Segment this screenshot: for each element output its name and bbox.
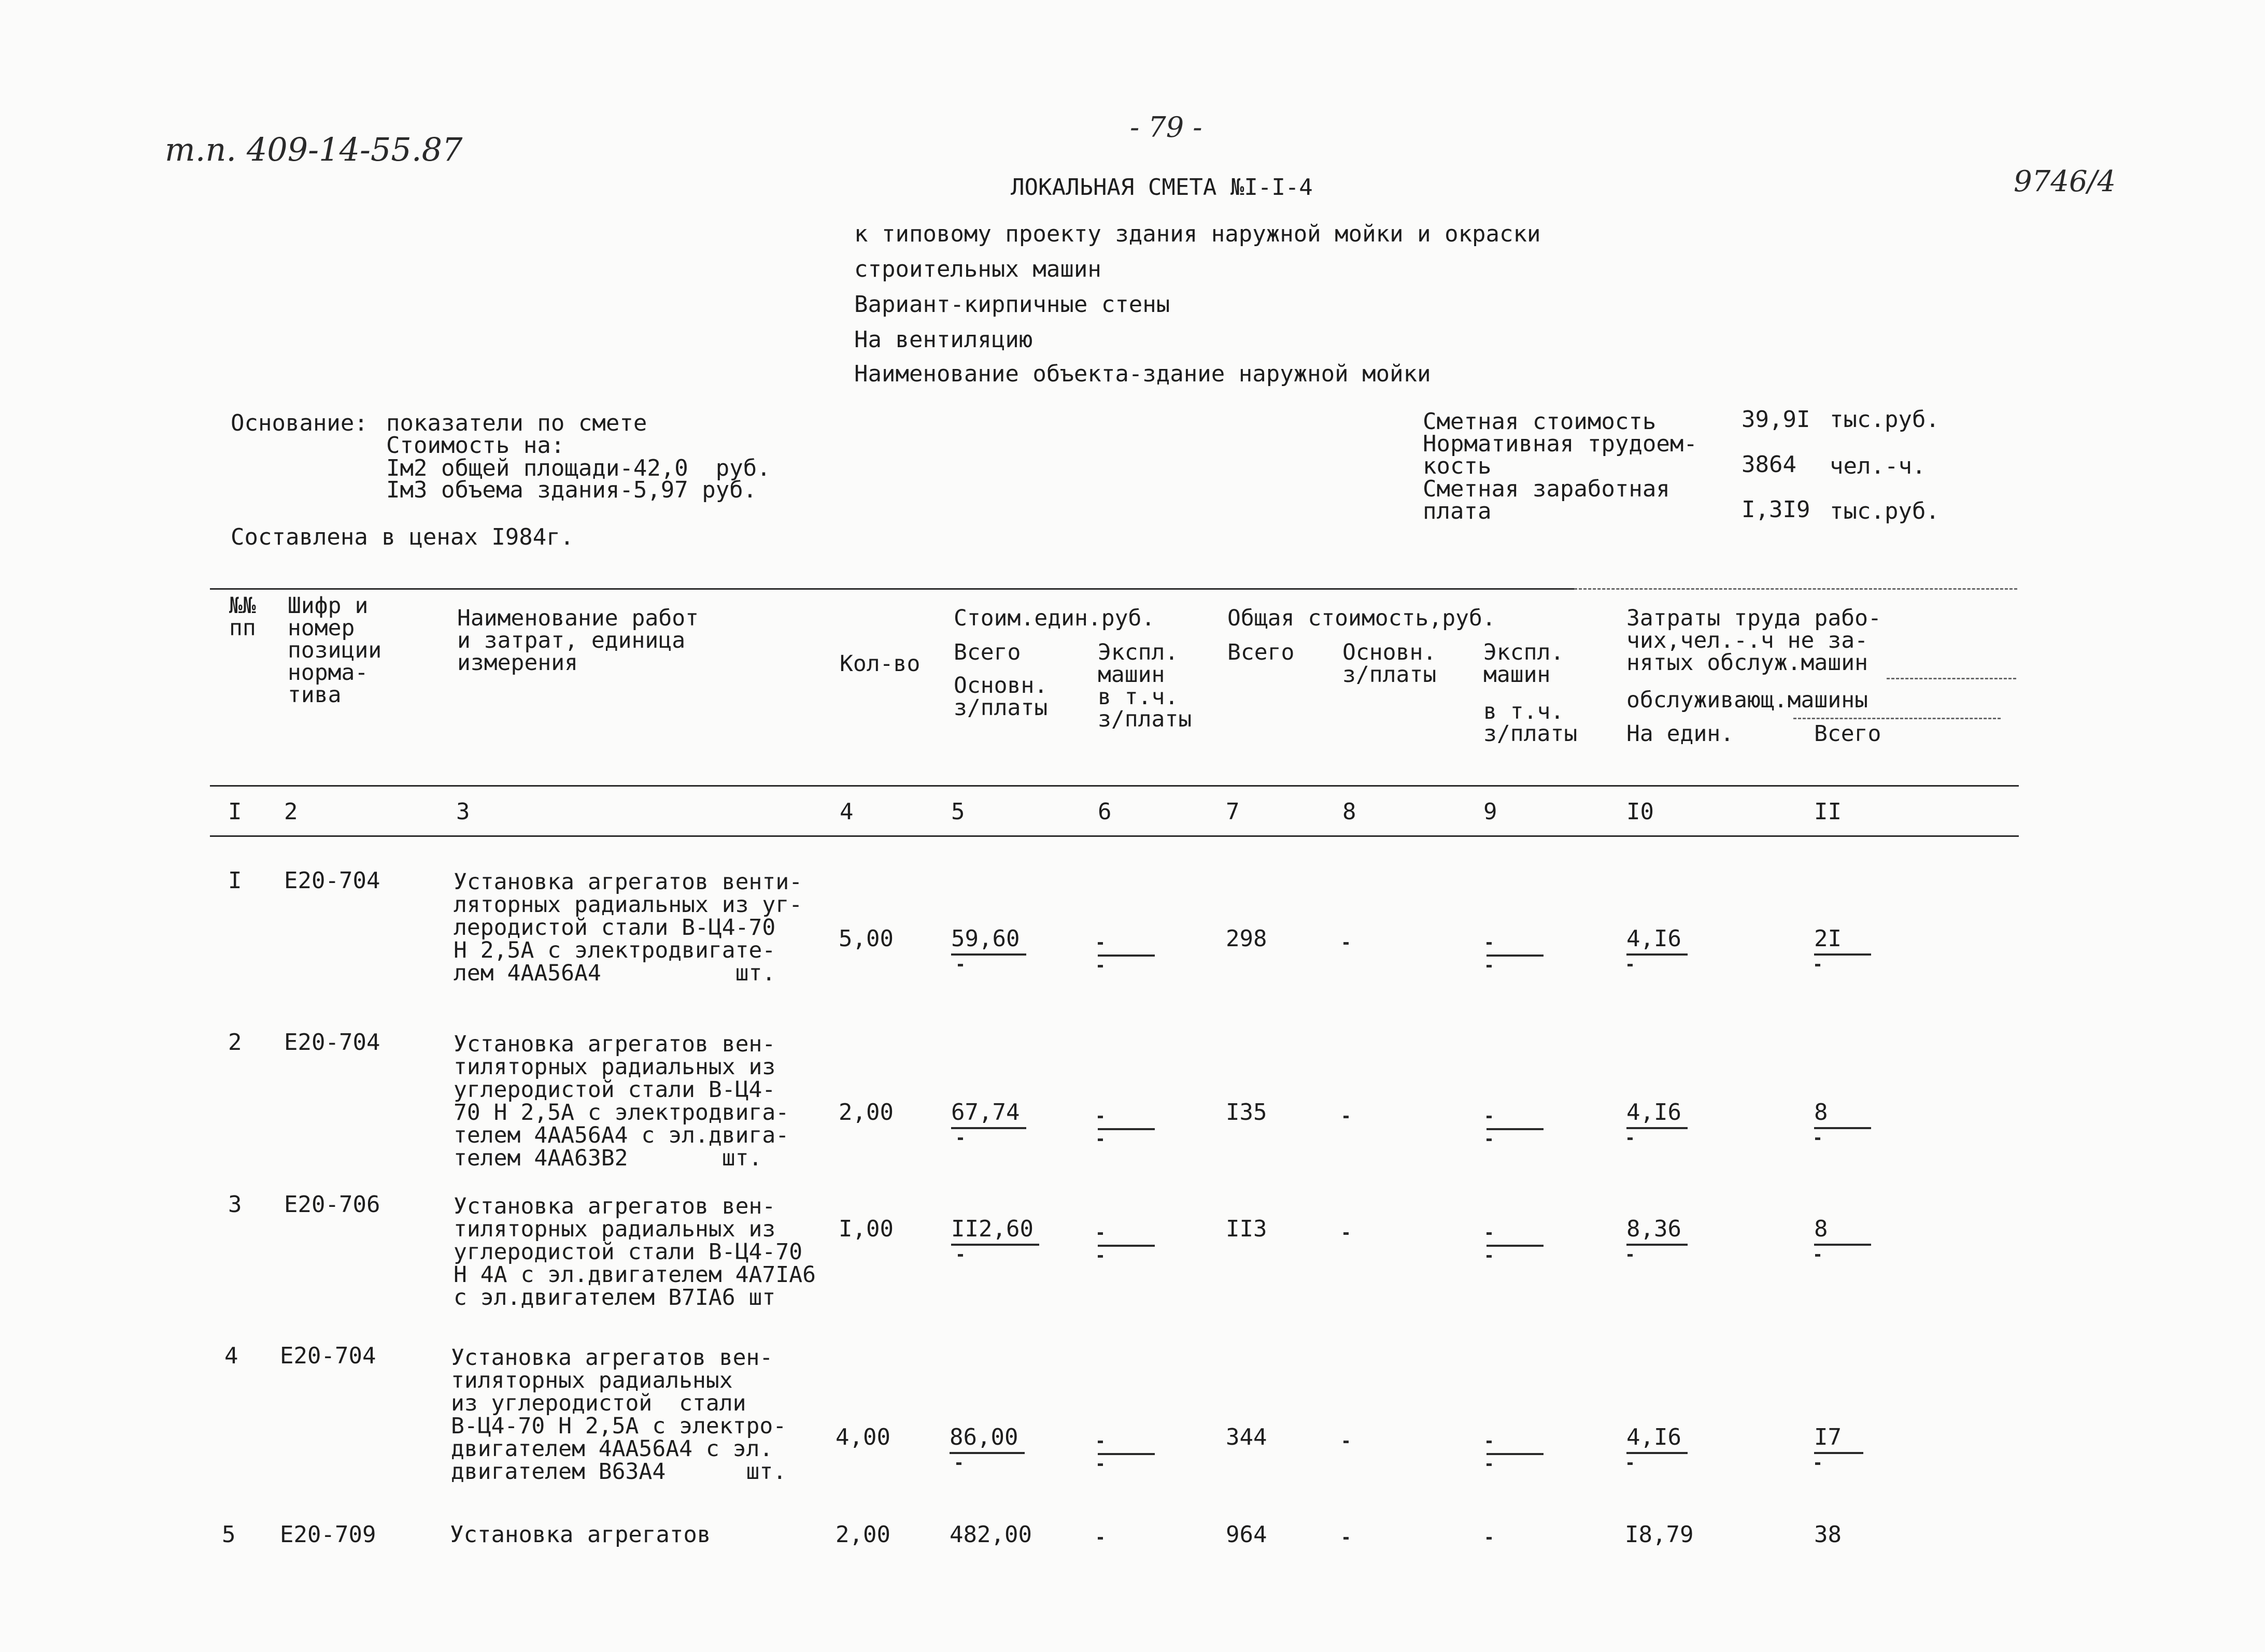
underline	[951, 953, 1026, 956]
summary-cost-unit: тыс.руб.	[1830, 406, 1940, 433]
project-code-note: т.п. 409-14-55.87	[165, 131, 463, 168]
header-labor-per-unit: На един.	[1626, 721, 1734, 747]
basis-line-3: Iм2 общей площади-42,0 руб.	[386, 455, 771, 481]
row-total: 298	[1226, 925, 1267, 952]
header-dash-1	[1887, 678, 2016, 679]
header-total-machines: Экспл. машин	[1483, 639, 1564, 688]
row-labor-total: 8	[1814, 1099, 1828, 1126]
basis-line-1: показатели по смете	[386, 410, 647, 436]
underline	[1487, 955, 1544, 957]
row-wage-dash	[1343, 1537, 1349, 1540]
column-number-2: 2	[284, 799, 298, 825]
tick-mark	[1815, 1137, 1820, 1140]
row-wage-dash	[1343, 1232, 1349, 1235]
summary-labor-value: 3864	[1742, 451, 1796, 478]
summary-wage-label-2: плата	[1423, 498, 1492, 524]
column-number-8: 8	[1342, 799, 1356, 825]
row-unit-cost: 482,00	[950, 1521, 1032, 1548]
row-description: Установка агрегатов венти- ляторных радиальных из уг- леродистой стали В-Ц4-70 Н 2,5А с электродвигате- лем 4АА56А4 шт.	[454, 869, 803, 986]
summary-labor-label-2: кость	[1423, 453, 1492, 479]
underline	[951, 1127, 1026, 1129]
basis-line-4: Iм3 объема здания-5,97 руб.	[386, 477, 757, 503]
row-unit-machines	[1098, 942, 1103, 945]
underline	[1626, 1244, 1688, 1246]
row-machines-dash	[1487, 1232, 1492, 1235]
subtitle-line-4: На вентиляцию	[854, 326, 1033, 353]
underline	[1814, 1127, 1871, 1129]
underline	[951, 1244, 1039, 1246]
column-number-7: 7	[1226, 799, 1240, 825]
underline	[1626, 1452, 1688, 1454]
tick-mark	[1627, 1254, 1633, 1257]
tick-mark	[1627, 1137, 1633, 1140]
tick-mark	[958, 1137, 963, 1140]
column-number-9: 9	[1483, 799, 1497, 825]
underline	[1098, 955, 1155, 957]
row-description: Установка агрегатов	[450, 1521, 711, 1548]
tick-mark	[1487, 1463, 1492, 1466]
table-top-rule-dashed	[1574, 588, 2017, 590]
column-number-6: 6	[1098, 799, 1112, 825]
prices-note: Составлена в ценах I984г.	[231, 524, 574, 550]
underline	[1487, 1128, 1544, 1130]
tick-mark	[1815, 964, 1820, 966]
header-unit-wage: Основн. з/платы	[954, 673, 1048, 721]
summary-wage-value: I,3I9	[1742, 496, 1810, 523]
header-code: Шифр и номер позиции норма- тива	[288, 593, 382, 708]
summary-cost-value: 39,9I	[1742, 406, 1810, 433]
tick-mark	[956, 1462, 961, 1465]
header-total-machines-wage: в т.ч. з/платы	[1483, 699, 1578, 747]
subtitle-line-3: Вариант-кирпичные стены	[854, 291, 1170, 318]
row-code: Е20-706	[284, 1191, 380, 1218]
row-quantity: 2,00	[836, 1521, 890, 1548]
underline	[1098, 1128, 1155, 1130]
tick-mark	[1098, 1463, 1103, 1466]
row-unit-machines	[1098, 1441, 1103, 1443]
document-title: ЛОКАЛЬНАЯ СМЕТА №I-I-4	[1011, 174, 1313, 201]
row-quantity: 4,00	[836, 1424, 890, 1450]
row-machines-dash	[1487, 1116, 1492, 1118]
row-unit-cost: 59,60	[951, 925, 1020, 952]
row-quantity: 2,00	[839, 1099, 894, 1126]
tick-mark	[958, 964, 963, 966]
header-unit-machines: Экспл. машин в т.ч. з/платы	[1098, 639, 1192, 732]
subtitle-line-5: Наименование объекта-здание наружной мойки	[854, 361, 1431, 387]
tick-mark	[1627, 1462, 1633, 1465]
row-total: I35	[1226, 1099, 1267, 1126]
row-labor-per-unit: 4,I6	[1626, 925, 1681, 952]
row-description: Установка агрегатов вен- тиляторных радиальных из углеродистой стали В-Ц4-70 Н 4А с эл.двигателем 4А7IА6 с эл.двигателем В7IА6 шт	[454, 1193, 816, 1311]
underline	[1487, 1245, 1544, 1247]
header-total-cost: Общая стоимость,руб.	[1227, 605, 1496, 631]
table-top-rule	[210, 588, 1574, 590]
row-labor-total: 8	[1814, 1216, 1828, 1242]
row-number: 2	[228, 1029, 242, 1056]
row-machines-dash	[1487, 1537, 1492, 1540]
row-quantity: 5,00	[839, 925, 894, 952]
underline	[1814, 953, 1871, 956]
column-number-5: 5	[951, 799, 965, 825]
row-wage-dash	[1343, 1116, 1349, 1118]
row-unit-cost: 67,74	[951, 1099, 1020, 1126]
tick-mark	[1815, 1462, 1820, 1465]
tick-mark	[958, 1254, 963, 1257]
underline	[1626, 953, 1688, 956]
summary-labor-label-1: Нормативная трудоем-	[1423, 431, 1697, 457]
row-unit-cost: 86,00	[950, 1424, 1018, 1450]
row-code: Е20-704	[284, 1029, 380, 1056]
header-dash-2	[1793, 718, 2001, 719]
row-total: 964	[1226, 1521, 1267, 1548]
row-labor-per-unit: 8,36	[1626, 1216, 1681, 1242]
column-number-3: 3	[456, 799, 470, 825]
row-description: Установка агрегатов вен- тиляторных радиальных из углеродистой стали В-Ц4- 70 Н 2,5А с электродвига- телем 4АА56А4 с эл.двига- телем 4АА63В2 шт.	[454, 1031, 789, 1171]
tick-mark	[1487, 1255, 1492, 1258]
row-wage-dash	[1343, 1441, 1349, 1443]
column-number-10: I0	[1626, 799, 1654, 825]
row-number: 5	[222, 1521, 236, 1548]
underline	[1814, 1452, 1863, 1454]
tick-mark	[1098, 1255, 1103, 1258]
tick-mark	[1487, 1138, 1492, 1141]
column-number-11: II	[1814, 799, 1842, 825]
header-total-wage: Основн. з/платы	[1342, 639, 1437, 688]
row-code: Е20-704	[284, 867, 380, 894]
header-unit-cost: Стоим.един.руб.	[954, 605, 1155, 631]
row-description: Установка агрегатов вен- тиляторных радиальных из углеродистой стали В-Ц4-70 Н 2,5А с электро- двигателем 4АА56А4 с эл. двигателем В63А4 шт.	[451, 1345, 787, 1485]
row-machines-dash	[1487, 1441, 1492, 1443]
row-number: 4	[224, 1343, 238, 1369]
header-labor: Затраты труда рабо- чих,чел.-.ч не за- нятых обслуж.машин	[1626, 605, 1881, 676]
tick-mark	[1627, 964, 1633, 966]
subtitle-line-1: к типовому проекту здания наружной мойки и окраски	[854, 221, 1541, 247]
underline	[1814, 1244, 1871, 1246]
row-total: II3	[1226, 1216, 1267, 1242]
underline	[1487, 1453, 1544, 1455]
underline	[1098, 1245, 1155, 1247]
row-quantity: I,00	[839, 1216, 894, 1242]
basis-line-2: Стоимость на:	[386, 432, 565, 459]
tick-mark	[1098, 965, 1103, 967]
row-unit-cost: II2,60	[951, 1216, 1034, 1242]
tick-mark	[1487, 965, 1492, 967]
archive-number-note: 9746/4	[2014, 165, 2116, 198]
row-total: 344	[1226, 1424, 1267, 1450]
row-labor-total: I7	[1814, 1424, 1842, 1450]
header-number: №№ пп	[229, 593, 256, 641]
row-code: Е20-704	[280, 1343, 376, 1369]
row-wage-dash	[1343, 942, 1349, 945]
row-unit-machines	[1098, 1537, 1103, 1540]
row-unit-machines	[1098, 1116, 1103, 1118]
underline	[1626, 1127, 1688, 1129]
summary-wage-unit: тыс.руб.	[1830, 498, 1940, 524]
summary-cost-label: Сметная стоимость	[1423, 408, 1657, 435]
page-number: - 79 -	[1130, 111, 1202, 144]
row-labor-per-unit: I8,79	[1625, 1521, 1694, 1548]
row-labor-total: 38	[1814, 1521, 1842, 1548]
header-labor-total: Всего	[1814, 721, 1881, 747]
header-bottom-rule	[210, 785, 2019, 787]
basis-label: Основание:	[231, 410, 368, 436]
row-labor-total: 2I	[1814, 925, 1842, 952]
underline	[1098, 1453, 1155, 1455]
header-quantity: Кол-во	[840, 651, 921, 677]
column-number-1: I	[228, 799, 242, 825]
tick-mark	[1098, 1138, 1103, 1141]
header-unit-total: Всего	[954, 639, 1021, 665]
row-unit-machines	[1098, 1232, 1103, 1235]
subtitle-line-2: строительных машин	[854, 256, 1101, 282]
header-total: Всего	[1227, 639, 1295, 665]
underline	[950, 1452, 1025, 1454]
row-number: I	[228, 867, 242, 894]
row-number: 3	[228, 1191, 242, 1218]
summary-labor-unit: чел.-ч.	[1830, 453, 1926, 479]
header-description: Наименование работ и затрат, единица измерения	[457, 605, 699, 676]
column-numbers-rule	[210, 835, 2019, 837]
tick-mark	[1815, 1254, 1820, 1257]
column-number-4: 4	[840, 799, 854, 825]
row-labor-per-unit: 4,I6	[1626, 1099, 1681, 1126]
header-labor-machine: обслуживающ.машины	[1626, 687, 1868, 713]
row-labor-per-unit: 4,I6	[1626, 1424, 1681, 1450]
row-machines-dash	[1487, 942, 1492, 945]
summary-wage-label-1: Сметная заработная	[1423, 476, 1670, 502]
row-code: Е20-709	[280, 1521, 376, 1548]
